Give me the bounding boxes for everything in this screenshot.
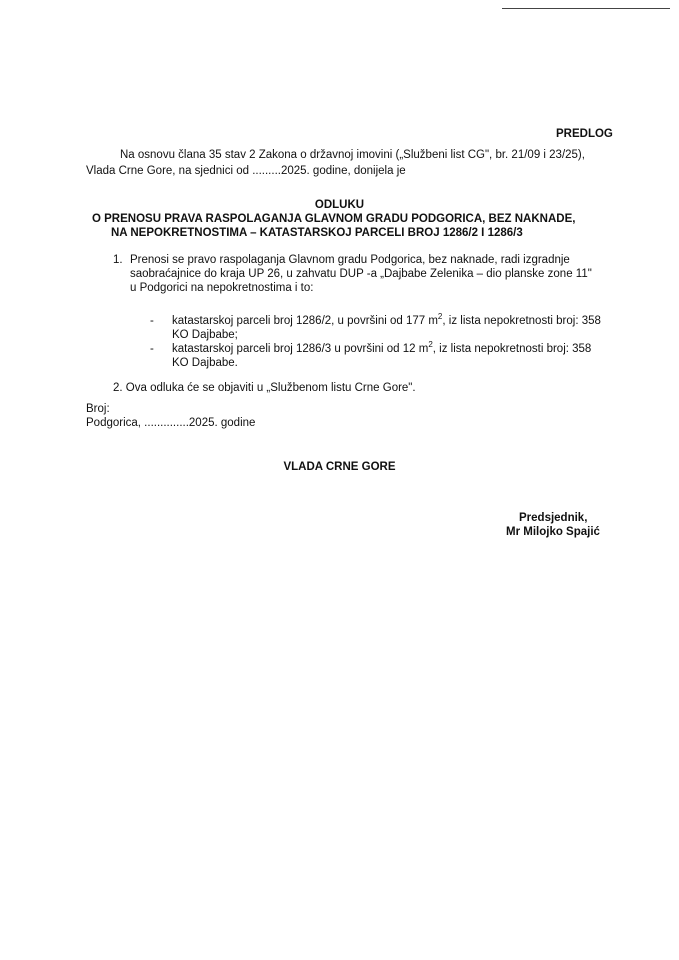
bullet-2-line-2: KO Dajbabe.	[172, 357, 238, 369]
place-date: Podgorica, ..............2025. godine	[86, 417, 256, 429]
bullet-2-line-1: katastarskoj parceli broj 1286/3 u površini od 12 $m^2$, iz lista nepokretnosti broj: 358	[172, 340, 592, 355]
president-name: Mr Milojko Spajić	[506, 526, 600, 538]
document-subtitle-2: NA NEPOKRETNOSTIMA – KATASTARSKOJ PARCELI BROJ 1286/2 I 1286/3	[111, 227, 523, 239]
broj-label: Broj:	[86, 403, 110, 415]
intro-line-2: Vlada Crne Gore, na sjednici od .........2025. godine, donijela je	[86, 165, 406, 177]
item-2: 2. Ova odluka će se objaviti u „Službenom listu Crne Gore".	[113, 382, 416, 394]
predlog-label: PREDLOG	[556, 128, 613, 140]
item-1-number: 1.	[113, 254, 123, 266]
document-title: ODLUKU	[314, 199, 365, 211]
item-1-line-3: u Podgorici na nepokretnostima i to:	[130, 282, 314, 294]
document-subtitle-1: O PRENOSU PRAVA RASPOLAGANJA GLAVNOM GRADU PODGORICA, BEZ NAKNADE,	[92, 213, 576, 225]
scan-edge-line	[502, 8, 670, 9]
president-title: Predsjednik,	[519, 512, 588, 524]
item-1-line-1: Prenosi se pravo raspolaganja Glavnom gradu Podgorica, bez naknade, radi izgradnje	[130, 254, 570, 266]
bullet-2-dash: -	[150, 343, 154, 355]
bullet-1-line-2: KO Dajbabe;	[172, 329, 238, 341]
bullet-1-dash: -	[150, 315, 154, 327]
item-1-line-2: saobraćajnice do kraja UP 26, u zahvatu DUP -a „Dajbabe Zelenika – dio planske zone 11"	[130, 268, 592, 280]
government-name: VLADA CRNE GORE	[283, 461, 396, 473]
intro-line-1: Na osnovu člana 35 stav 2 Zakona o državnoj imovini („Službeni list CG", br. 21/09 i 23/25),	[120, 149, 585, 161]
bullet-1-line-1: katastarskoj parceli broj 1286/2, u površini od 177 $m^2$, iz lista nepokretnosti broj: 358	[172, 312, 601, 327]
